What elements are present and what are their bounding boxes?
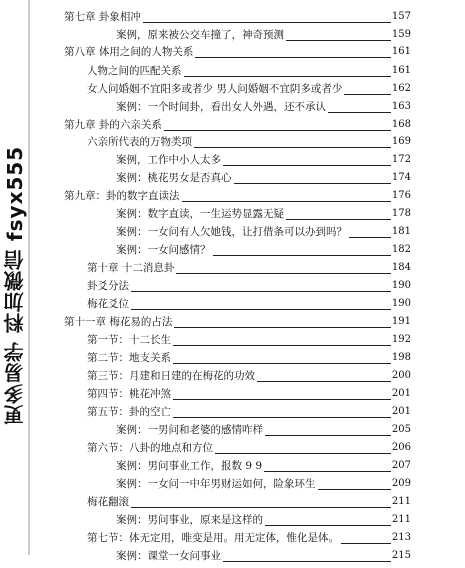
toc-page-number: 200 bbox=[391, 368, 411, 384]
toc-entry-label: 案例，原来被公交车撞了，神奇预测 bbox=[116, 29, 284, 41]
toc-entry bbox=[0, 224, 465, 244]
toc-page-number: 184 bbox=[391, 260, 411, 276]
toc-page-number: 190 bbox=[391, 278, 411, 294]
toc-entry bbox=[0, 332, 465, 352]
toc-entry-label: 案例：男问事业，原来是这样的 bbox=[116, 514, 263, 526]
toc-entry bbox=[0, 404, 465, 424]
toc-page-number: 176 bbox=[391, 188, 411, 204]
toc-page-number: 162 bbox=[391, 81, 411, 97]
toc-entry-label: 第五节：卦的空亡 bbox=[87, 406, 171, 418]
toc-entry-label: 第八章 体用之间的人物关系 bbox=[64, 46, 194, 58]
toc-entry bbox=[0, 170, 465, 190]
toc-entry bbox=[0, 9, 465, 29]
toc-entry bbox=[0, 548, 465, 568]
toc-entry-label: 第二节：地支关系 bbox=[87, 352, 171, 364]
toc-page-number: 201 bbox=[391, 386, 411, 402]
toc-entry-label: 案例：数字直读，一生运势显露无疑 bbox=[116, 208, 284, 220]
toc-page-number: 215 bbox=[391, 548, 411, 564]
toc-page-number: 163 bbox=[391, 99, 411, 115]
toc-page-number: 192 bbox=[391, 332, 411, 348]
toc-entry-label: 案例：一个时间卦，看出女人外遇，还不承认 bbox=[116, 101, 326, 113]
toc-page-number: 161 bbox=[391, 44, 411, 60]
toc-page-number: 174 bbox=[391, 170, 411, 186]
toc-entry-label: 六亲所代表的万物类项 bbox=[87, 136, 192, 148]
toc-leader-line bbox=[87, 309, 411, 310]
toc-page-number: 182 bbox=[391, 242, 411, 258]
toc-page-number: 169 bbox=[391, 134, 411, 150]
toc-entry bbox=[0, 81, 465, 101]
toc-entry bbox=[0, 242, 465, 262]
watermark-text: 更多易学 料加微信 fsyx555 bbox=[3, 145, 27, 425]
toc-entry bbox=[0, 314, 465, 334]
toc-entry-label: 案例：男问事业工作，报数 9 9 bbox=[116, 460, 263, 472]
toc-page-number: 201 bbox=[391, 404, 411, 420]
toc-page-number: 190 bbox=[391, 296, 411, 312]
toc-entry bbox=[0, 278, 465, 298]
toc-entry-label: 人物之间的匹配关系 bbox=[87, 65, 182, 77]
toc-entry bbox=[0, 440, 465, 460]
toc-entry bbox=[0, 188, 465, 208]
toc-entry-label: 第四节：桃花冲煞 bbox=[87, 388, 171, 400]
toc-entry bbox=[0, 206, 465, 226]
toc-entry bbox=[0, 260, 465, 280]
toc-page-number: 181 bbox=[391, 224, 411, 240]
toc-page-number: 198 bbox=[391, 350, 411, 366]
toc-page-number: 191 bbox=[391, 314, 411, 330]
toc-entry bbox=[0, 512, 465, 532]
toc-entry-label: 梅花翻滚 bbox=[87, 496, 129, 508]
toc-page-number: 209 bbox=[391, 476, 411, 492]
toc-entry-label: 第九章：卦的数字直读法 bbox=[64, 190, 180, 202]
toc-page-number: 211 bbox=[391, 512, 411, 528]
toc-entry-label: 第十章 十二消息卦 bbox=[87, 262, 175, 274]
toc-leader-line bbox=[87, 291, 411, 292]
toc-entry bbox=[0, 494, 465, 514]
toc-page-number: 213 bbox=[391, 530, 411, 546]
toc-entry bbox=[0, 422, 465, 442]
toc-entry-label: 案例：一女问一中年男财运如何，险象环生 bbox=[116, 478, 316, 490]
toc-entry-label: 第七章 卦象相冲 bbox=[64, 11, 141, 23]
toc-entry bbox=[0, 386, 465, 406]
toc-entry-label: 第六节：八卦的地点和方位 bbox=[87, 442, 213, 454]
toc-entry bbox=[0, 152, 465, 172]
toc-page-number: 211 bbox=[391, 494, 411, 510]
toc-entry-label: 第九章 卦的六亲关系 bbox=[64, 119, 162, 131]
toc-entry-label: 案例：一女问有人欠她钱，让打借条可以办到吗？ bbox=[116, 226, 347, 238]
toc-leader-line bbox=[87, 507, 411, 508]
toc-page-number: 205 bbox=[391, 422, 411, 438]
toc-entry bbox=[0, 296, 465, 316]
toc-page-number: 168 bbox=[391, 117, 411, 133]
toc-entry bbox=[0, 368, 465, 388]
toc-page-number: 172 bbox=[391, 152, 411, 168]
toc-entry bbox=[0, 350, 465, 370]
toc-entry bbox=[0, 44, 465, 64]
toc-entry-label: 第十一章 梅花易的占法 bbox=[64, 316, 173, 328]
toc-page-number: 178 bbox=[391, 206, 411, 222]
toc-entry bbox=[0, 134, 465, 154]
toc-entry-label: 卦爻分法 bbox=[87, 280, 129, 292]
toc-entry-label: 案例，工作中小人太多 bbox=[116, 154, 221, 166]
toc-entry-label: 梅花爻位 bbox=[87, 298, 129, 310]
toc-entry-label: 案例：课堂一女问事业 bbox=[116, 550, 221, 562]
toc-page-number: 161 bbox=[391, 63, 411, 79]
toc-entry-label: 第七节：体无定用，唯变是用。用无定体，惟化是体。 bbox=[87, 532, 339, 544]
toc-entry-label: 案例：桃花男女是否真心 bbox=[116, 172, 232, 184]
toc-entry-label: 案例：一女问感情？ bbox=[116, 244, 211, 256]
toc-entry bbox=[0, 458, 465, 478]
toc-page-number: 157 bbox=[391, 9, 411, 25]
toc-entry bbox=[0, 476, 465, 496]
toc-entry-label: 女人问婚姻不宜阳多或者少 男人问婚姻不宜阴多或者少 bbox=[87, 83, 343, 95]
toc-page-number: 206 bbox=[391, 440, 411, 456]
toc-entry-label: 第一节：十二长生 bbox=[87, 334, 171, 346]
toc-page-number: 207 bbox=[391, 458, 411, 474]
toc-entry bbox=[0, 63, 465, 83]
toc-page-number: 159 bbox=[391, 27, 411, 43]
toc-entry-label: 第三节：月建和日建的在梅花的功效 bbox=[87, 370, 255, 382]
toc-entry-label: 案例：一男问和老婆的感情咋样 bbox=[116, 424, 263, 436]
toc-entry bbox=[0, 530, 465, 550]
toc-entry bbox=[0, 99, 465, 119]
